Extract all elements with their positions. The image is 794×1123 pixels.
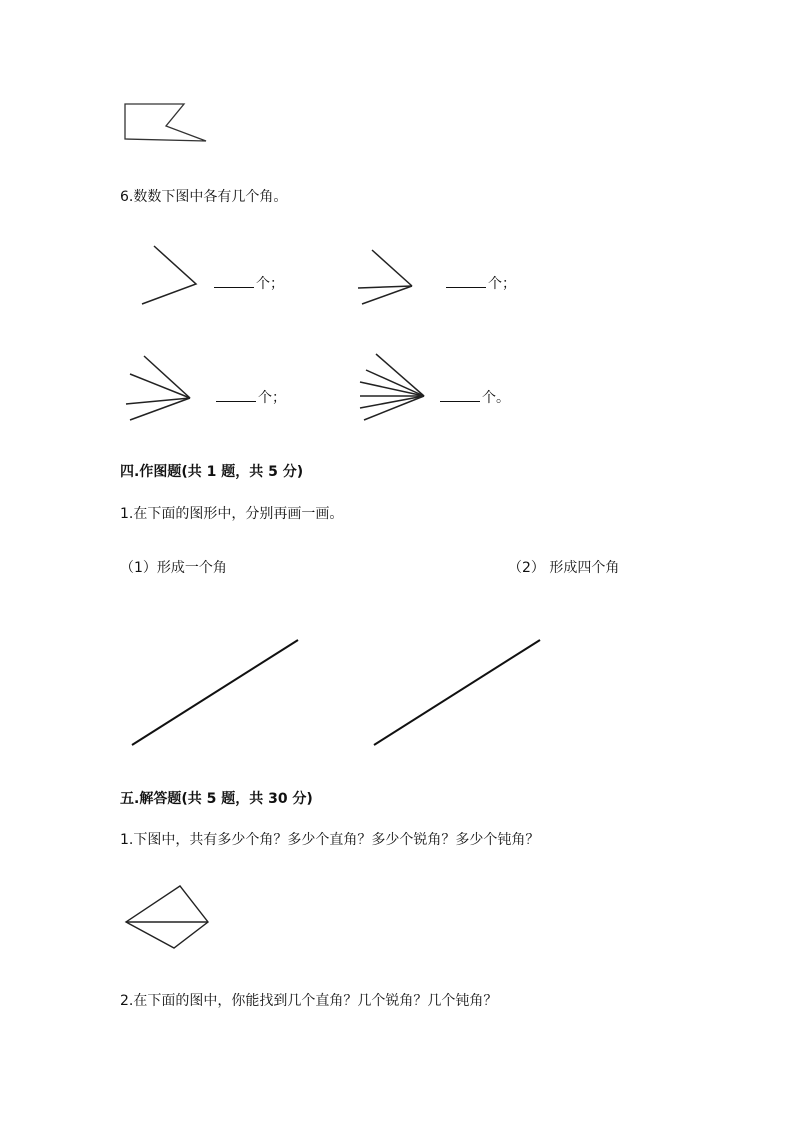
section-4-part-2-label: （2） 形成四个角	[508, 560, 620, 576]
answer-unit-4: 个。	[482, 390, 510, 406]
section-4-heading: 四.作图题(共 1 题，共 5 分)	[120, 464, 304, 480]
section-5-heading: 五.解答题(共 5 题，共 30 分)	[120, 791, 313, 807]
answer-unit-2: 个；	[488, 276, 516, 292]
section-5-question-1: 1.下图中，共有多少个角？多少个直角？多少个锐角？多少个钝角？	[120, 832, 540, 848]
section-4-question-1: 1.在下面的图形中，分别再画一画。	[120, 506, 344, 522]
section-4-part-1-label: （1）形成一个角	[120, 560, 227, 576]
answer-unit-1: 个；	[256, 276, 284, 292]
question-6-title: 6.数数下图中各有几个角。	[120, 189, 288, 205]
answer-unit-3: 个；	[258, 390, 286, 406]
section-5-question-2: 2.在下面的图中，你能找到几个直角？几个锐角？几个钝角？	[120, 993, 498, 1009]
